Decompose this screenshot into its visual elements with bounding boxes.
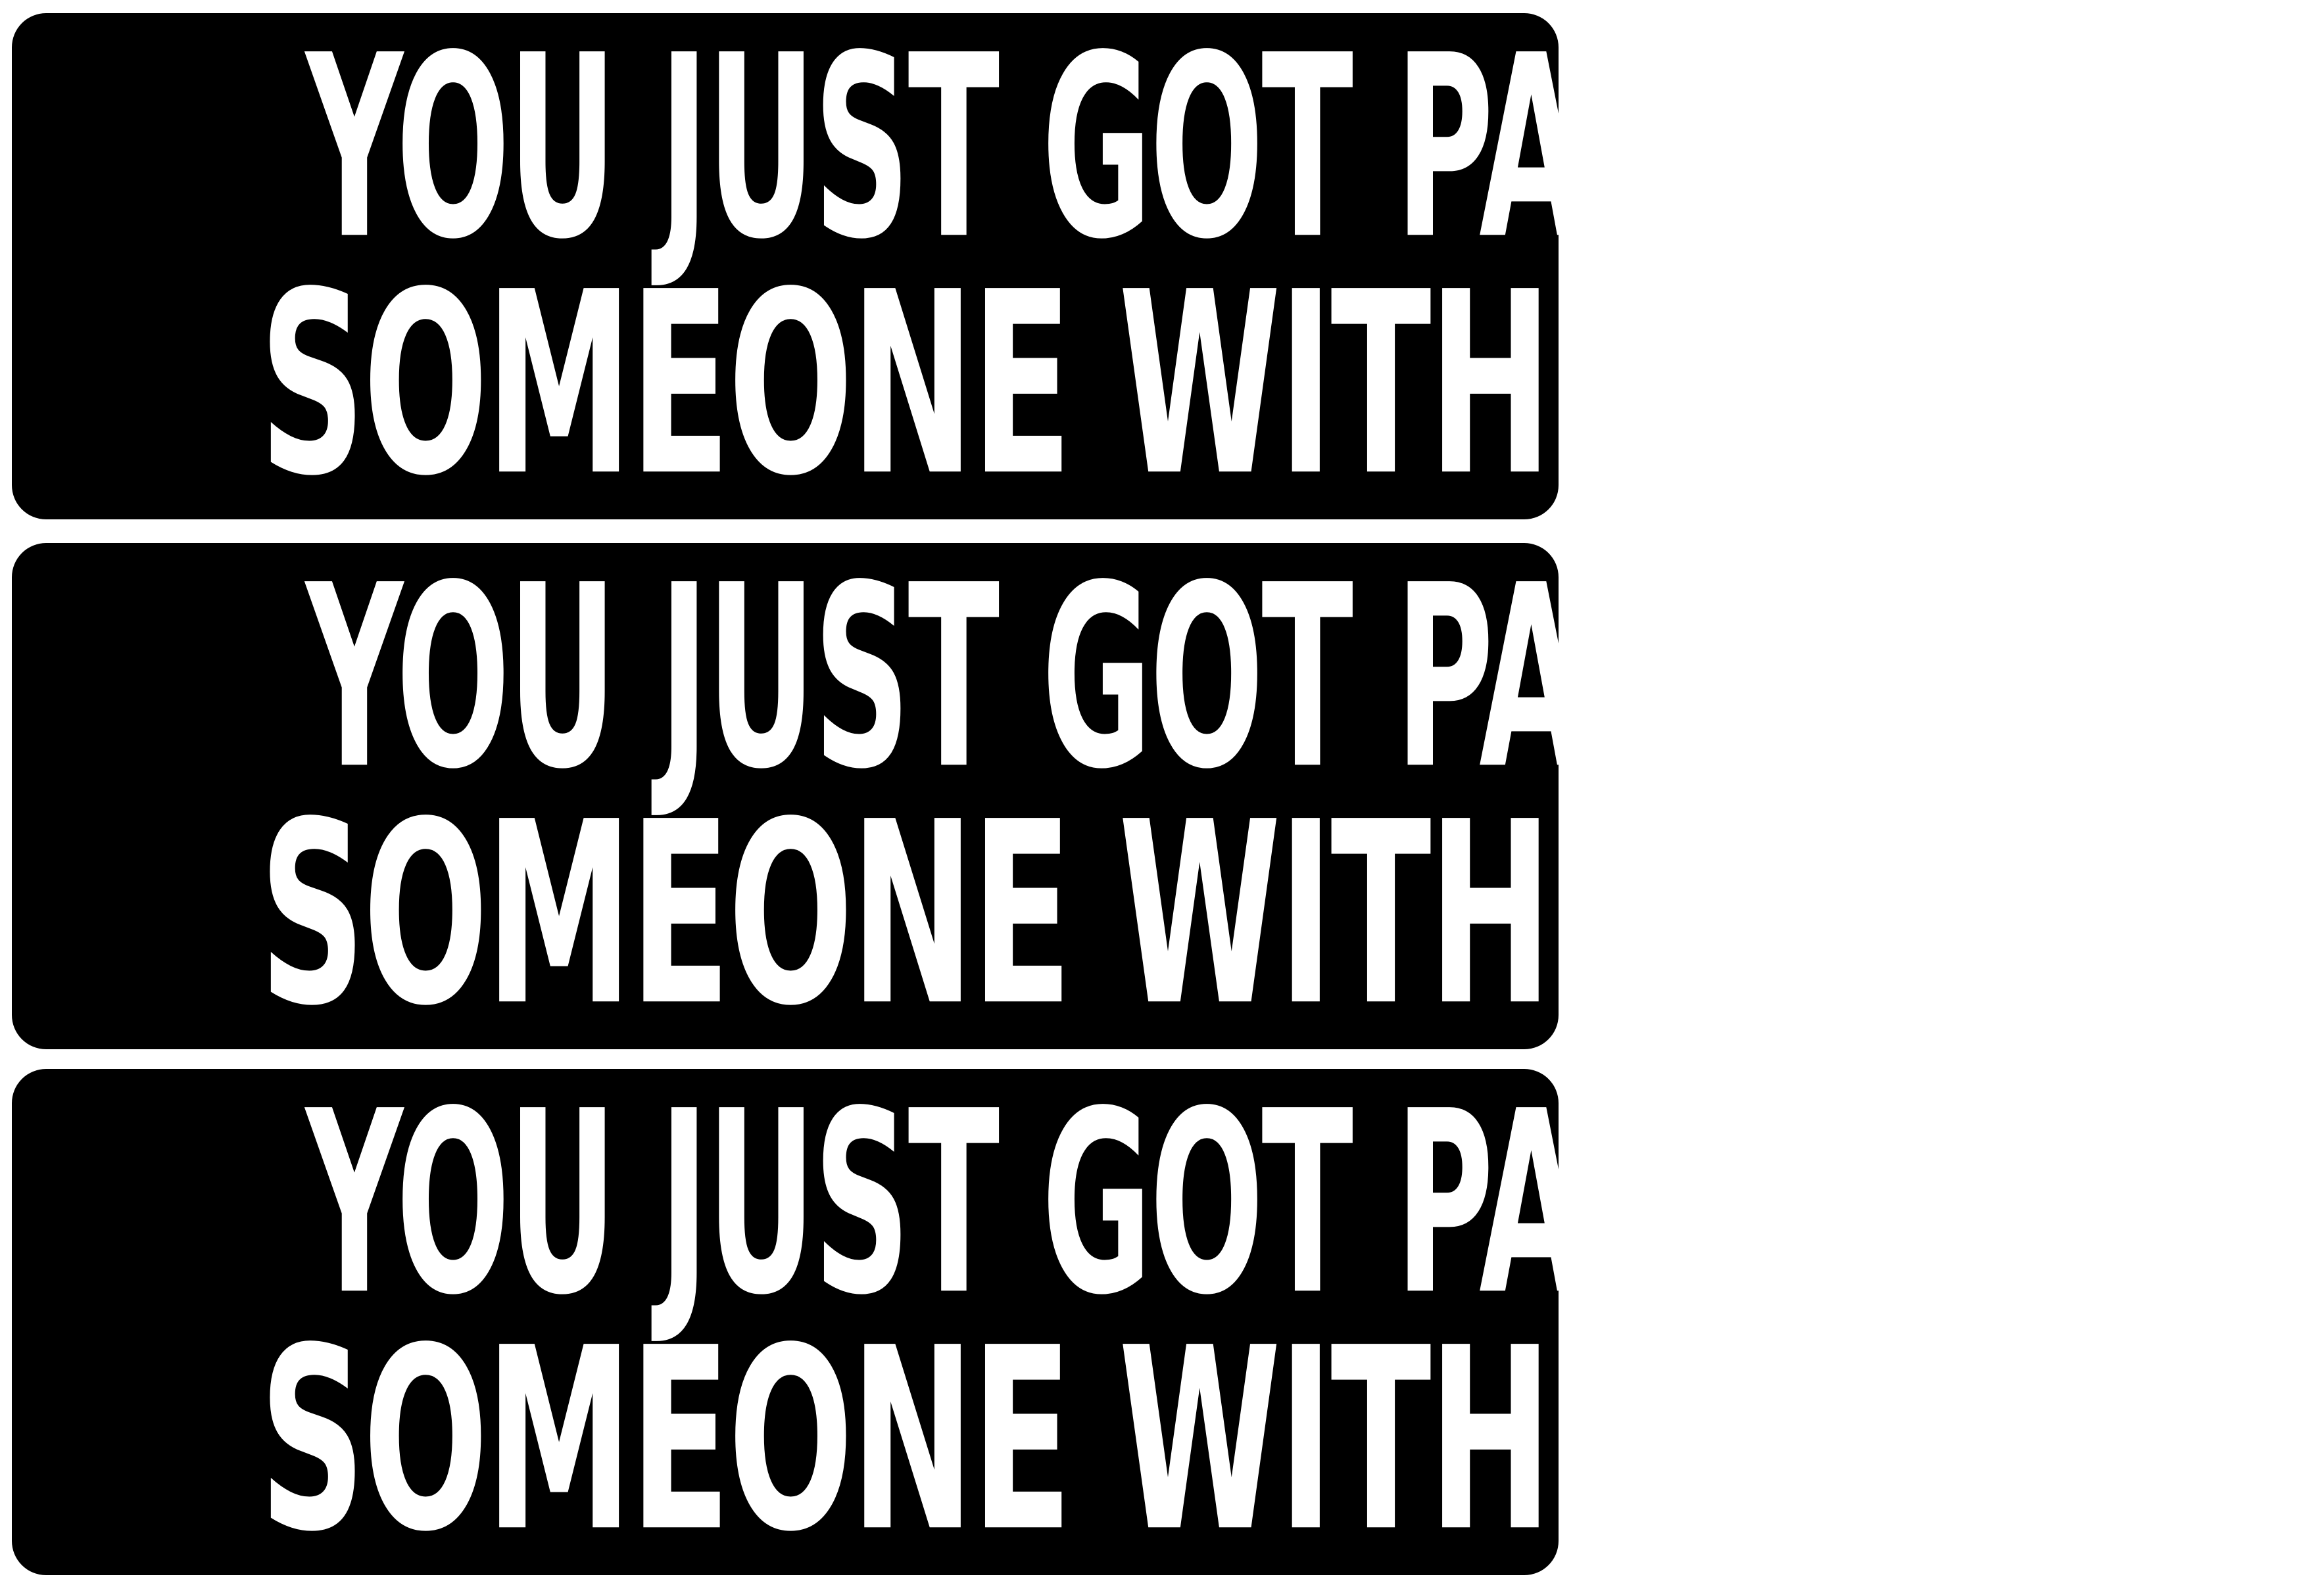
- sticker-line-2: SOMEONE WITH AUSTISM: [259, 1294, 2324, 1587]
- bumper-sticker: [12, 531, 2324, 1061]
- sticker-line-1: YOU JUST GOT PASSED BY: [305, 1, 2195, 295]
- sticker-line-1: YOU JUST GOT PASSED BY: [305, 531, 2195, 824]
- sticker-line-2: SOMEONE WITH AUSTISM: [259, 238, 2324, 531]
- sticker-line-1: YOU JUST GOT PASSED BY: [305, 1057, 2195, 1350]
- bumper-sticker: [12, 1057, 2324, 1587]
- bumper-sticker: [12, 1, 2324, 531]
- sticker-line-2: SOMEONE WITH AUSTISM: [259, 768, 2324, 1061]
